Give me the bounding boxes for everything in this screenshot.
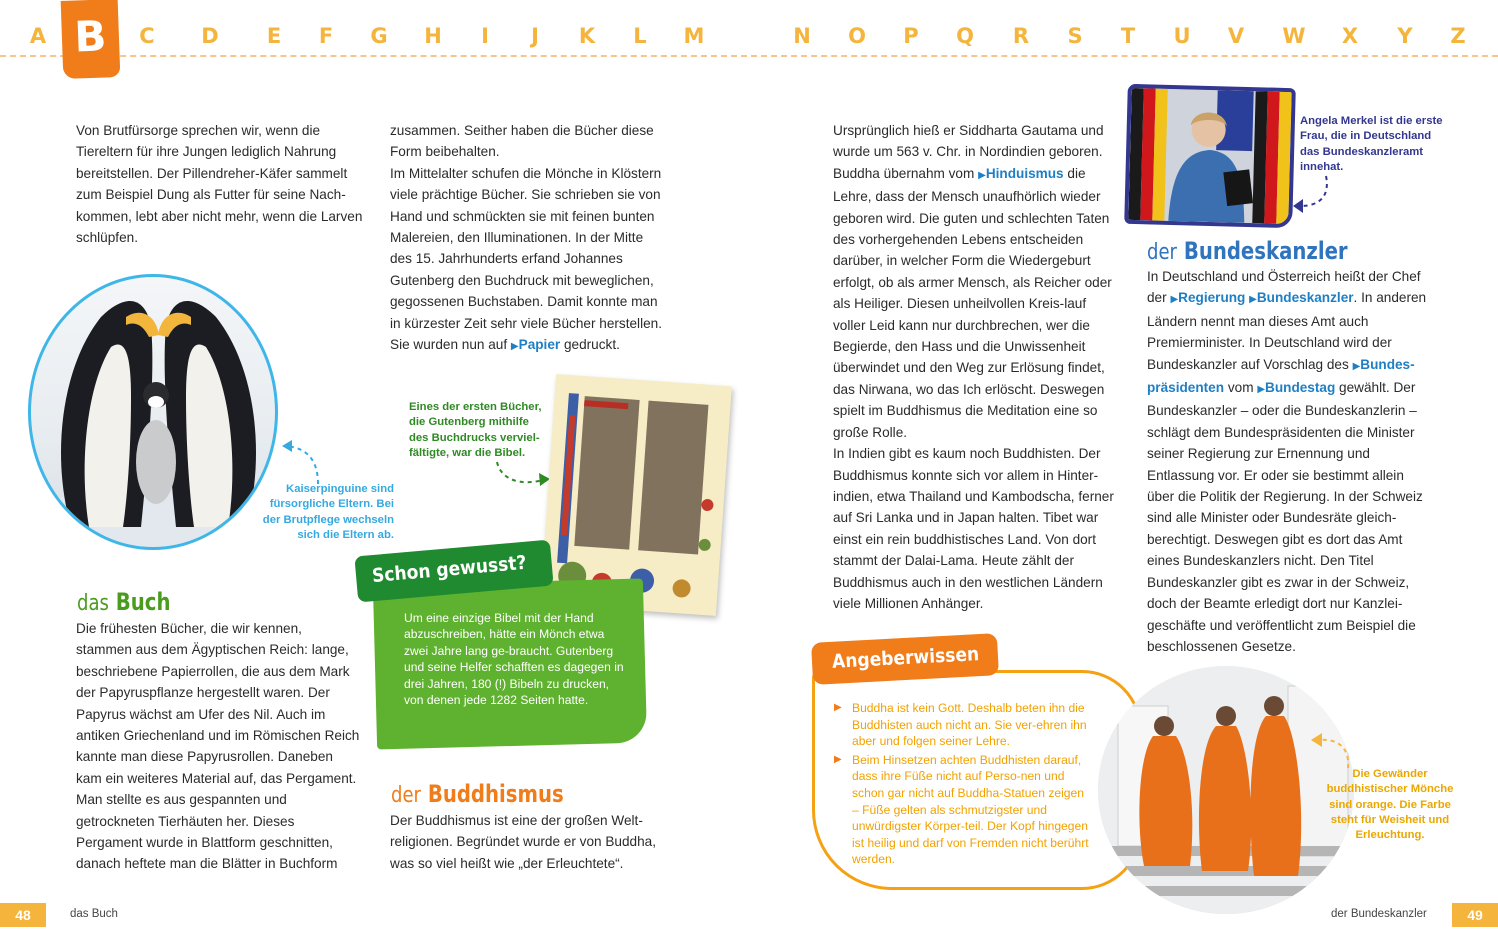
alphabet-letter-a[interactable]: A bbox=[29, 24, 47, 48]
schon-gewusst-title: Schon gewusst? bbox=[371, 551, 528, 588]
angeberwissen-list bbox=[834, 700, 1094, 870]
alphabet-letter-s[interactable]: S bbox=[1067, 24, 1083, 48]
link-arrow-icon: ▶ bbox=[1249, 294, 1257, 306]
buddhismus-paragraph: Der Buddhismus ist eine der großen Welt-religionen. Begründet wurde er von Buddha, was so viel heißt wie „der Erleuchtete“. bbox=[390, 813, 657, 871]
alphabet-letter-h[interactable]: H bbox=[424, 24, 442, 48]
penguin-caption: Kaiserpinguine sind fürsorgliche Eltern. Bei der Brutpflege wechseln sich die Eltern ab. bbox=[262, 483, 394, 541]
alphabet-letter-z[interactable]: Z bbox=[1450, 24, 1466, 48]
alphabet-header bbox=[0, 0, 1498, 60]
buddhismus-heading-article: der bbox=[391, 783, 421, 808]
alphabet-letter-m[interactable]: M bbox=[683, 24, 705, 48]
alphabet-letter-i[interactable]: I bbox=[481, 24, 489, 48]
bk-text-1: In Deutschland und Österreich heißt der Chef der bbox=[1147, 269, 1421, 306]
column2-paragraph-1: zusammen. Seither haben die Bücher diese Form beibehalten. bbox=[390, 123, 654, 160]
intro-text bbox=[76, 120, 366, 248]
column2-paragraph-2-end: gedruckt. bbox=[563, 337, 620, 353]
footer-label-left: das Buch bbox=[70, 908, 118, 920]
penguin-illustration bbox=[31, 277, 278, 550]
alphabet-letter-y[interactable]: Y bbox=[1397, 24, 1413, 48]
link-bundespraesidenten[interactable]: Bundes-präsidenten bbox=[1147, 356, 1415, 396]
alphabet-dash-line bbox=[0, 55, 1498, 57]
penguin-caption-arrow bbox=[278, 436, 328, 486]
monks-caption: Die Gewänder buddhistischer Mönche sind orange. Die Farbe steht für Weisheit und Erleuchtung. bbox=[1326, 768, 1454, 842]
alphabet-letter-q[interactable]: Q bbox=[956, 24, 974, 48]
column2-paragraph-2-text: Im Mittelalter schufen die Mönche in Klöstern viele prächtige Bücher. Sie schrieben sie von Hand und schmückten sie mit feinen bunten Malereien, den Illuminationen. In der Mitte des 15. Jahrhunderts erfand Johannes Gutenberg den Buchdruck mit beweglichen, gegossenen Buchstaben. Damit konnte man in kürzester Zeit sehr viele Bücher herstellen. Sie wurden nun auf bbox=[390, 165, 662, 353]
alphabet-letter-e[interactable]: E bbox=[266, 24, 282, 48]
link-bundestag[interactable]: Bundestag bbox=[1265, 380, 1336, 396]
monks-illustration bbox=[1098, 666, 1354, 914]
bundeskanzler-heading-article: der bbox=[1147, 240, 1177, 265]
alphabet-letter-f[interactable]: F bbox=[318, 24, 334, 48]
bk-text-4: gewählt. Der Bundeskanzler – oder die Bundeskanzlerin – schlägt dem Bundespräsidenten die Minister seiner Regierung zur Ernennung und Entlassung vor. Er oder sie bestimmt allein über die Politik der Regierung. In der Schweiz sind alle Minister oder Bundesräte gleich-berechtigt. Deswegen gibt es dort das Amt eines Bundeskanzlers nicht. Den Titel Bundeskanzler gibt es zwar in der Schweiz, doch der Beamte erledigt dort nur Kanzlei-geschäfte und veröffentlicht zum Beispiel die beschlossenen Gesetze. bbox=[1147, 380, 1423, 654]
right-column1-text bbox=[833, 120, 1115, 614]
buch-heading-word: Buch bbox=[115, 588, 171, 616]
bundeskanzler-heading bbox=[1147, 237, 1348, 265]
column2-paragraph-2 bbox=[390, 163, 662, 358]
right-col1-paragraph-1 bbox=[833, 120, 1115, 443]
alphabet-letter-w[interactable]: W bbox=[1282, 24, 1306, 48]
schon-gewusst-text: Um eine einzige Bibel mit der Hand abzuschreiben, hätte ein Mönch etwa zwei Jahre lang ge-braucht. Gutenberg und seine Helfer schafften es dagegen in drei Jahren, 180 (!) Bibeln zu drucken, von denen jede 1282 Seiten hatte. bbox=[404, 611, 624, 708]
buddhismus-heading bbox=[391, 780, 564, 808]
merkel-caption: Angela Merkel ist die erste Frau, die in Deutschland das Bundeskanzleramt innehat. bbox=[1300, 115, 1443, 173]
link-arrow-icon: ▶ bbox=[510, 341, 519, 353]
right-col1-paragraph-2: In Indien gibt es kaum noch Buddhisten. Der Buddhismus konnte sich vor allem in Hinter-indien, etwa Thailand und Kambodscha, ferner auf Sri Lanka und in Japan halten. Tibet war einst ein rein buddhistisches Land. Von dort stammt der Dalai-Lama. Heute zählt der Buddhismus auch in den westlichen Ländern viele Millionen Anhänger. bbox=[833, 446, 1114, 611]
angeberwissen-item-text: Beim Hinsetzen achten Buddhisten darauf, dass ihre Füße nicht auf Perso-nen und schon gar nicht auf Buddha-Statuen zeigen – Füße gelten als schmutzigster und unwürdigster Körper-teil. Der Kopf hingegen ist heilig und darf von Fremden nicht berührt werden. bbox=[852, 752, 1089, 867]
merkel-photo bbox=[1124, 84, 1296, 228]
alphabet-letter-d[interactable]: D bbox=[201, 24, 219, 48]
bk-text-3: vom bbox=[1227, 380, 1254, 396]
merkel-caption-arrow bbox=[1290, 174, 1334, 214]
link-arrow-icon: ▶ bbox=[1170, 294, 1179, 306]
buch-heading bbox=[77, 588, 170, 616]
intro-paragraph: Von Brutfürsorge sprechen wir, wenn die Tiereltern für ihre Jungen lediglich Nahrung bereitstellen. Der Pillendreher-Käfer sammelt zum Beispiel Dung als Futter für seine Nach-kommen, lebt aber nicht mehr, wenn die Larven schlüpfen. bbox=[76, 123, 363, 246]
link-bundeskanzler[interactable]: Bundeskanzler bbox=[1256, 290, 1354, 306]
bk-text-2: . In anderen Ländern nennt man dieses Amt auch Premierminister. In Deutschland wird der Bundeskanzler auf Vorschlag des bbox=[1147, 290, 1427, 372]
bundeskanzler-text bbox=[1147, 266, 1429, 657]
penguin-image bbox=[28, 274, 278, 550]
right-col1-text-2: die Lehre, dass der Mensch unaufhörlich wieder geboren wird. Die guten und schlechten Taten des vorhergehenden Lebens entscheiden darüber, in welcher Form die Wiedergeburt erfolgt, ob als armer Mensch, als Reicher oder als Heiliger. Diesen unheilvollen Kreis-lauf voller Leid kann nur durchbrechen, wer die Begierde, den Hass und die Unwissenheit überwindet und den Weg zur Erlösung findet, das Nirwana, wo das Ich erlöscht. Deswegen spielt im Buddhismus die Meditation eine so große Rolle. bbox=[833, 165, 1112, 440]
link-hinduismus[interactable]: Hinduismus bbox=[985, 165, 1064, 181]
alphabet-letter-c[interactable]: C bbox=[139, 24, 155, 48]
alphabet-letter-r[interactable]: R bbox=[1012, 24, 1030, 48]
alphabet-letter-n[interactable]: N bbox=[793, 24, 811, 48]
footer-label-right: der Bundeskanzler bbox=[1331, 908, 1427, 920]
alphabet-active-letter: B bbox=[73, 11, 108, 62]
angeberwissen-item bbox=[834, 700, 1094, 750]
buch-paragraph: Die frühesten Bücher, die wir kennen, stammen aus dem Ägyptischen Reich: lange, beschriebene Papierrollen, die aus dem Mark der Papyruspflanze hergestellt waren. Der Papyrus wächst am Ufer des Nil. Auch im antiken Griechenland und im Römischen Reich kannte man diese Papyrusrollen. Daneben kam ein weiteres Material auf, das Pergament. Man stellte es aus gespannten und getrockneten Tierhäuten her. Dieses Pergament wurde in Blattform geschnitten, danach heftete man die Blätter in Buchform bbox=[76, 621, 360, 872]
alphabet-letter-o[interactable]: O bbox=[848, 24, 866, 48]
buddhismus-text bbox=[390, 810, 666, 874]
merkel-illustration bbox=[1128, 88, 1291, 224]
bullet-arrow-icon: ▶ bbox=[834, 702, 842, 713]
angeberwissen-item-text: Buddha ist kein Gott. Deshalb beten ihn die Buddhisten auch nicht an. Sie ver-ehren ihn aber und folgen seiner Lehre. bbox=[852, 701, 1087, 749]
alphabet-letter-k[interactable]: K bbox=[578, 24, 596, 48]
alphabet-letter-j[interactable]: J bbox=[531, 24, 539, 48]
link-regierung[interactable]: Regierung bbox=[1178, 290, 1246, 306]
bundeskanzler-paragraph bbox=[1147, 266, 1429, 657]
monks-caption-arrow bbox=[1308, 730, 1356, 770]
right-col1-text-1: Ursprünglich hieß er Siddharta Gautama und wurde um 563 v. Chr. in Nordindien geboren. Buddha übernahm vom bbox=[833, 123, 1104, 181]
column2-text bbox=[390, 120, 662, 357]
link-papier[interactable]: Papier bbox=[518, 337, 561, 353]
buddhismus-heading-word: Buddhismus bbox=[427, 780, 564, 808]
page-number-right: 49 bbox=[1452, 903, 1498, 927]
link-arrow-icon: ▶ bbox=[1352, 360, 1361, 372]
bible-caption: Eines der ersten Bücher, die Gutenberg mithilfe des Buchdrucks verviel-fältigte, war die Bibel. bbox=[409, 401, 542, 459]
angeberwissen-item bbox=[834, 752, 1094, 868]
alphabet-letter-g[interactable]: G bbox=[370, 24, 388, 48]
alphabet-letter-l[interactable]: L bbox=[633, 24, 647, 48]
alphabet-letter-p[interactable]: P bbox=[903, 24, 919, 48]
bible-caption-arrow bbox=[495, 458, 555, 490]
alphabet-letter-u[interactable]: U bbox=[1173, 24, 1191, 48]
page-number-left: 48 bbox=[0, 903, 46, 927]
buch-text bbox=[76, 618, 360, 875]
link-arrow-icon: ▶ bbox=[978, 169, 986, 181]
bundeskanzler-heading-word: Bundeskanzler bbox=[1183, 237, 1348, 265]
alphabet-letter-t[interactable]: T bbox=[1120, 24, 1136, 48]
alphabet-active-tab[interactable] bbox=[61, 0, 121, 79]
buch-heading-article: das bbox=[77, 591, 109, 616]
angeberwissen-title: Angeberwissen bbox=[831, 643, 980, 673]
monks-image bbox=[1098, 666, 1354, 914]
alphabet-letter-v[interactable]: V bbox=[1227, 24, 1245, 48]
alphabet-letter-x[interactable]: X bbox=[1341, 24, 1359, 48]
link-arrow-icon: ▶ bbox=[1257, 384, 1266, 396]
bullet-arrow-icon: ▶ bbox=[834, 753, 842, 765]
